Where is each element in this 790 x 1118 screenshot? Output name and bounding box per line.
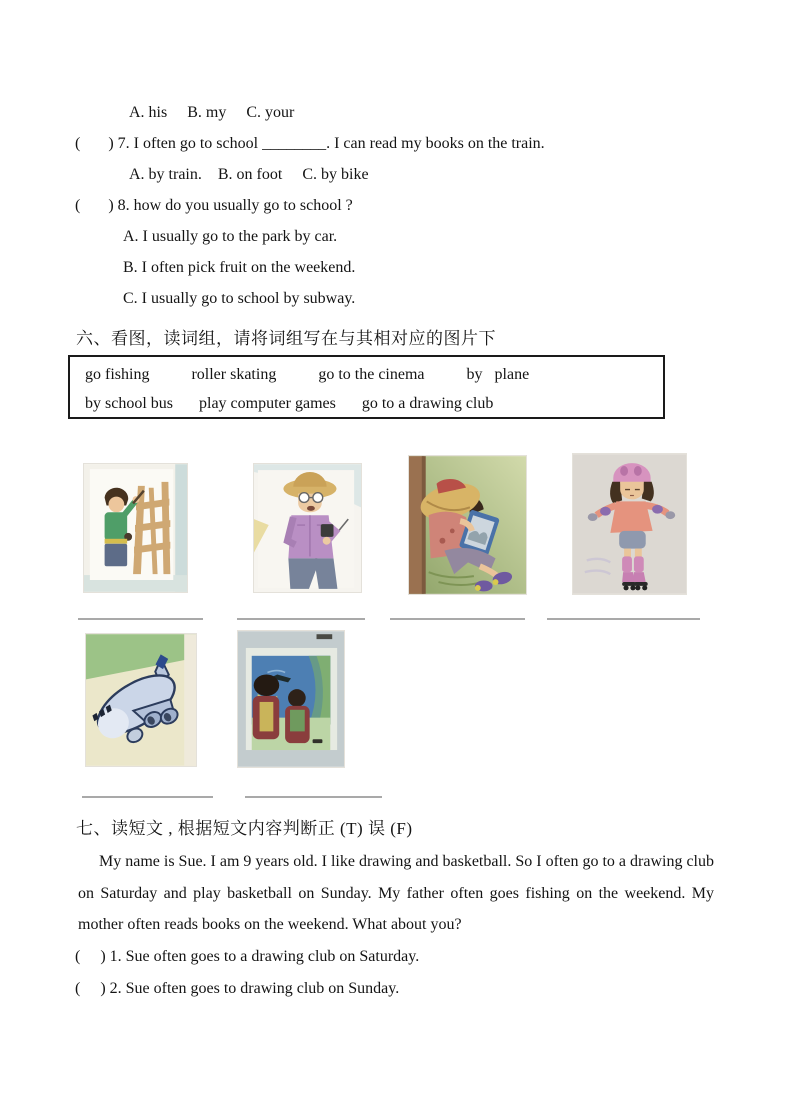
phrase-go-to-the-cinema: go to the cinema — [318, 366, 425, 383]
image-boy-painting-at-easel — [83, 463, 188, 593]
tf-question-2: ( ) 2. Sue often goes to drawing club on Sunday. — [75, 979, 400, 997]
section-7-heading: 七、读短文 , 根据短文内容判断正 (T) 误 (F) — [76, 819, 413, 838]
phrase-by-school-bus: by school bus — [85, 395, 173, 412]
answer-blank-3 — [390, 618, 525, 620]
image-cinema-screen — [237, 630, 345, 768]
question-7: ( ) 7. I often go to school ________. I can read my books on the train. — [75, 135, 545, 152]
multiple-choice-block — [0, 97, 790, 314]
reading-passage: My name is Sue. I am 9 years old. I like drawing and basketball. So I often go to a drawing club on Saturday and play basketball on Sunday. My father often goes fishing on the weekend. My mother often reads books on the weekend. What about you? — [78, 853, 714, 933]
image-girl-roller-skating — [572, 453, 687, 595]
question-8: ( ) 8. how do you usually go to school ? — [75, 197, 353, 214]
answer-blank-1 — [78, 618, 203, 620]
phrase-go-to-a-drawing-club: go to a drawing club — [361, 395, 494, 412]
phrase-go-fishing: go fishing — [85, 366, 150, 383]
phrase-roller-skating: roller skating — [191, 366, 277, 383]
question-7-options: A. by train. B. on foot C. by bike — [129, 166, 369, 183]
question-6-options: A. his B. my C. your — [129, 104, 295, 121]
answer-blank-6 — [245, 796, 382, 798]
picture-grid — [0, 445, 790, 811]
phrase-by-plane: by plane — [466, 366, 530, 383]
answer-blank-4 — [547, 618, 700, 620]
phrase-play-computer-games: play computer games — [199, 395, 336, 412]
image-man-in-hat-with-fishing-reel — [253, 463, 362, 593]
phrase-row-1 — [85, 360, 663, 389]
image-airplane — [85, 633, 197, 767]
image-child-playing-computer-game — [408, 455, 527, 595]
section-6-heading: 六、看图，读词组，请将词组写在与其相对应的图片下 — [76, 329, 496, 348]
answer-blank-5 — [82, 796, 213, 798]
phrase-row-2 — [85, 389, 663, 418]
question-8-option-c: C. I usually go to school by subway. — [123, 290, 356, 307]
answer-blank-2 — [237, 618, 365, 620]
question-8-option-b: B. I often pick fruit on the weekend. — [123, 259, 356, 276]
tf-question-1: ( ) 1. Sue often goes to a drawing club on Saturday. — [75, 948, 420, 965]
phrase-word-box — [68, 355, 665, 419]
true-false-questions — [75, 941, 419, 1004]
question-8-option-a: A. I usually go to the park by car. — [123, 228, 338, 245]
